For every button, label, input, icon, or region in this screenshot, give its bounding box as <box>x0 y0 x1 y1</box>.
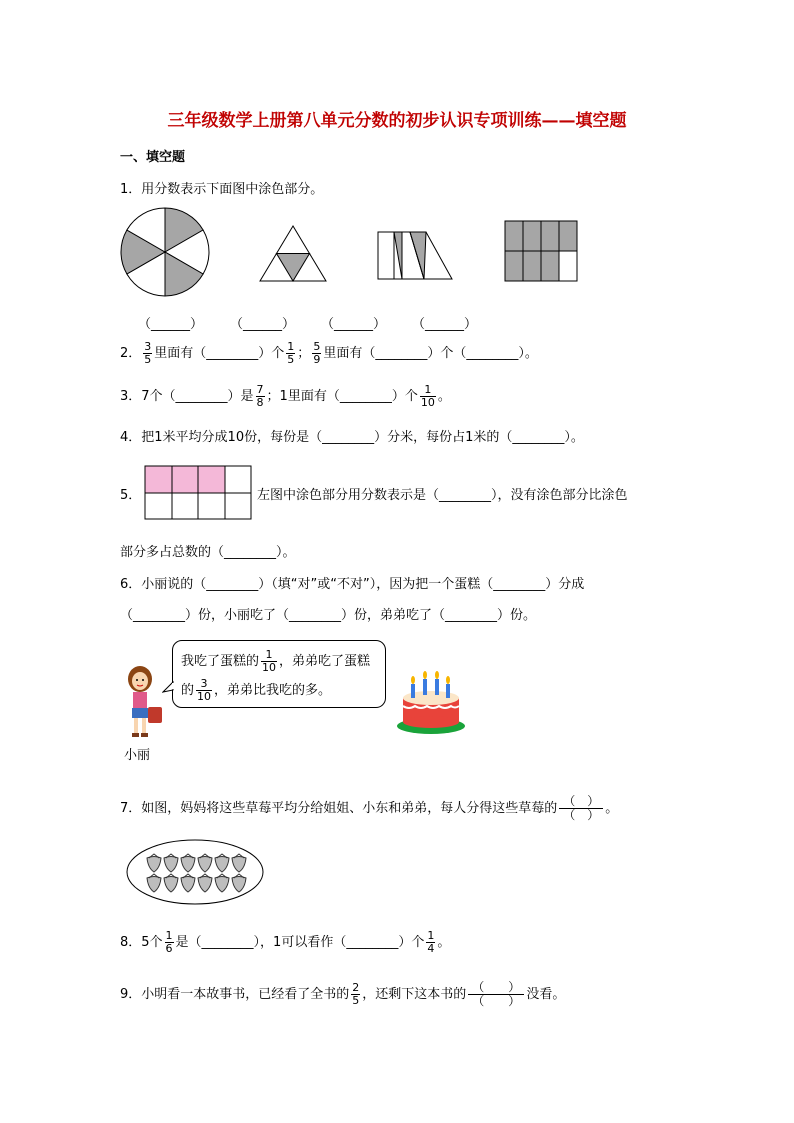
question-6-line-2: （________）份，小丽吃了（________）份，弟弟吃了（________）份。 <box>120 608 537 623</box>
question-9: 9．小明看一本故事书，已经看了全书的 $\frac{2}{5}$ ，还剩下这本书的 （ ） （ ） 没看。 <box>120 980 566 1008</box>
fraction: $\frac{1}{10}$ <box>262 648 277 674</box>
grid-figure <box>504 220 578 282</box>
strawberry-plate <box>125 838 265 906</box>
girl-illustration <box>118 665 166 743</box>
bubble-tail <box>162 680 176 696</box>
answer-fraction[interactable]: （ ） （ ） <box>559 795 603 822</box>
pink-grid-figure <box>144 465 254 521</box>
answer-blank[interactable]: （______） <box>230 317 296 332</box>
fraction: $\frac{7}{8}$ <box>256 383 264 409</box>
fraction: $\frac{3}{5}$ <box>144 340 152 366</box>
girl-label: 小丽 <box>124 748 151 763</box>
fraction: $\frac{1}{10}$ <box>420 383 435 409</box>
question-5-text-cont: 部分多占总数的（________）。 <box>120 545 296 560</box>
question-3: 3．7个（________）是 $\frac{7}{8}$ ；1里面有（________）个 $\frac{1}{10}$ 。 <box>120 383 451 409</box>
answer-blank[interactable]: （______） <box>412 317 478 332</box>
question-1-text: 1．用分数表示下面图中涂色部分。 <box>120 182 324 197</box>
fraction: $\frac{1}{5}$ <box>287 340 295 366</box>
answer-blank[interactable]: （______） <box>321 317 387 332</box>
cake-illustration <box>395 670 467 736</box>
question-6-line-1: 6．小丽说的（________）（填“对”或“不对”），因为把一个蛋糕（________）分成 <box>120 577 585 592</box>
fraction: $\frac{1}{4}$ <box>427 929 435 955</box>
question-4-text: 4．把1米平均分成10份，每份是（________）分米，每份占1米的（________）。 <box>120 430 584 445</box>
triangle-figure <box>258 224 328 284</box>
circle-figure <box>119 206 211 298</box>
fraction: $\frac{1}{6}$ <box>165 929 173 955</box>
speech-bubble: 我吃了蛋糕的 $\frac{1}{10}$ ，弟弟吃了蛋糕 的 $\frac{3}{10}$ ，弟弟比我吃的多。 <box>172 640 386 708</box>
question-5-text: 左图中涂色部分用分数表示是（________），没有涂色部分比涂色 <box>257 488 628 503</box>
fraction: $\frac{3}{10}$ <box>197 677 212 703</box>
question-2: 2． $\frac{3}{5}$ 里面有（________）个 $\frac{1}{5}$ ； $\frac{5}{9}$ 里面有（________）个（________）。 <box>120 340 538 366</box>
question-8: 8．5个 $\frac{1}{6}$ 是（________），1可以看作（________）个 $\frac{1}{4}$ 。 <box>120 929 451 955</box>
fraction: $\frac{5}{9}$ <box>313 340 321 366</box>
answer-blank[interactable]: （______） <box>138 317 204 332</box>
question-5-number: 5． <box>120 488 142 503</box>
question-7: 7．如图，妈妈将这些草莓平均分给姐姐、小东和弟弟，每人分得这些草莓的 （ ） （ ） 。 <box>120 794 619 822</box>
fraction: $\frac{2}{5}$ <box>352 981 360 1007</box>
page-title: 三年级数学上册第八单元分数的初步认识专项训练——填空题 <box>167 111 627 131</box>
parallelogram-figure <box>376 230 454 282</box>
answer-fraction[interactable]: （ ） （ ） <box>468 981 524 1008</box>
section-heading: 一、填空题 <box>120 150 186 165</box>
